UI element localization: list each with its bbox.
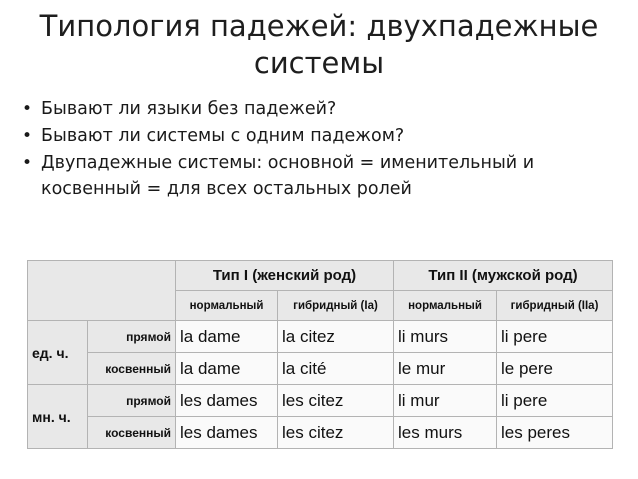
table-cell: les citez xyxy=(278,417,394,449)
table-cell: les dames xyxy=(176,385,278,417)
table-row xyxy=(28,353,613,385)
table-cell: les citez xyxy=(278,385,394,417)
case-label: прямой xyxy=(88,385,176,417)
bullet-item: • Двупадежные системы: основной = именительный и косвенный = для всех остальных ролей xyxy=(22,150,622,202)
table-cell: la dame xyxy=(176,321,278,353)
case-system-table xyxy=(27,260,613,449)
table-cell: li murs xyxy=(394,321,497,353)
table-cell: li pere xyxy=(497,385,613,417)
table-cell: la cité xyxy=(278,353,394,385)
case-label: прямой xyxy=(88,321,176,353)
table-cell: les dames xyxy=(176,417,278,449)
number-label-plural: мн. ч. xyxy=(28,385,88,449)
table-row xyxy=(28,417,613,449)
subheader-type-1-hybrid: гибридный (Ia) xyxy=(278,291,394,321)
subheader-type-2-normal: нормальный xyxy=(394,291,497,321)
slide-title-line-2: системы xyxy=(253,46,385,80)
slide-title-line-1: Типология падежей: двухпадежные xyxy=(39,9,599,43)
subheader-type-2-hybrid: гибридный (IIa) xyxy=(497,291,613,321)
table-row xyxy=(28,385,613,417)
table-cell: le pere xyxy=(497,353,613,385)
bullet-item: • Бывают ли языки без падежей? xyxy=(22,96,622,122)
type-2-header: Тип II (мужской род) xyxy=(394,261,613,291)
table-cell: les peres xyxy=(497,417,613,449)
table-cell: li mur xyxy=(394,385,497,417)
case-label: косвенный xyxy=(88,353,176,385)
table-cell: li pere xyxy=(497,321,613,353)
type-1-header: Тип I (женский род) xyxy=(176,261,394,291)
table-cell: les murs xyxy=(394,417,497,449)
bullet-list xyxy=(22,96,622,203)
table-cell: la dame xyxy=(176,353,278,385)
table-cell: la citez xyxy=(278,321,394,353)
table-header-row xyxy=(28,261,613,291)
table-row xyxy=(28,321,613,353)
table-corner-cell xyxy=(28,261,176,321)
number-label-singular: ед. ч. xyxy=(28,321,88,385)
subheader-type-1-normal: нормальный xyxy=(176,291,278,321)
table-cell: le mur xyxy=(394,353,497,385)
bullet-item: • Бывают ли системы с одним падежом? xyxy=(22,123,622,149)
case-label: косвенный xyxy=(88,417,176,449)
slide-title xyxy=(20,8,618,82)
